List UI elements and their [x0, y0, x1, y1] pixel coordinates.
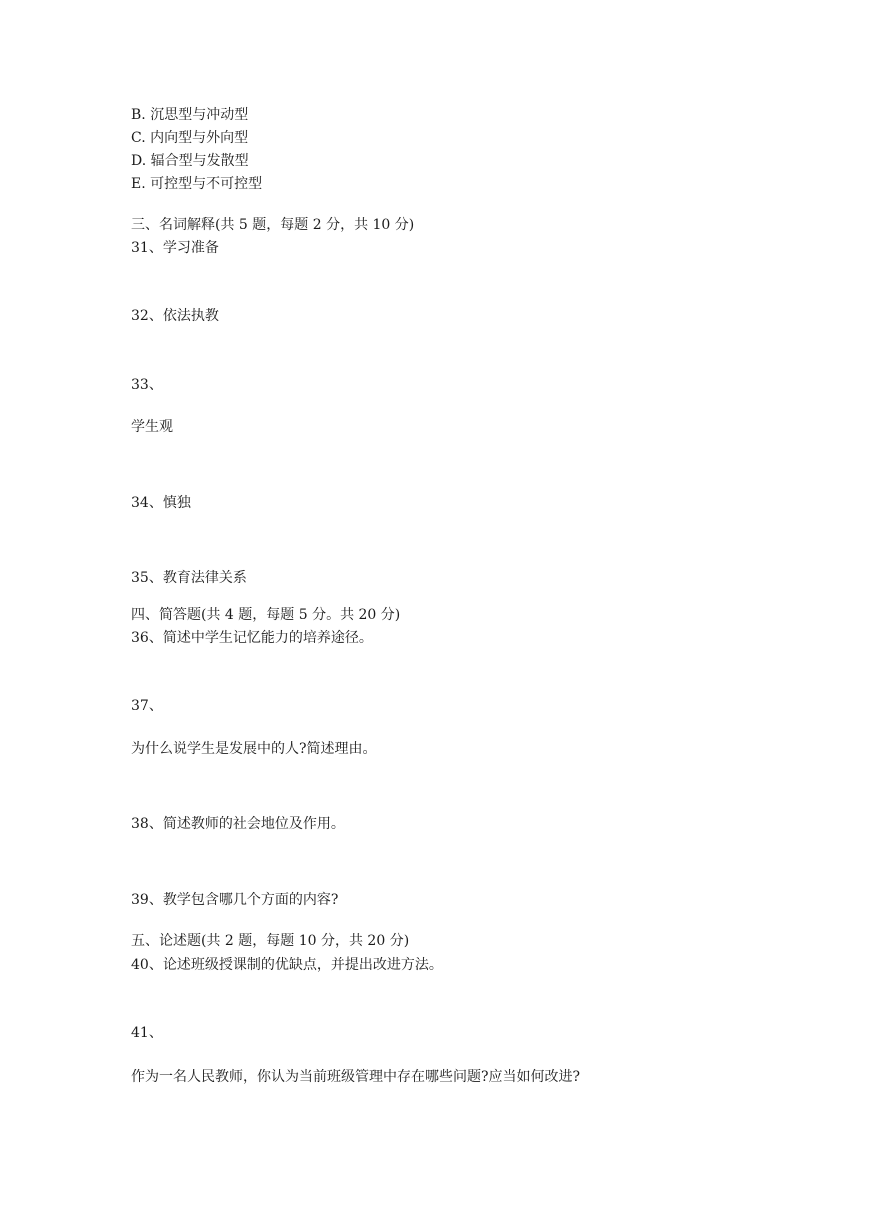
question-41-number: 41、	[131, 1025, 163, 1041]
question-37-text: 为什么说学生是发展中的人?简述理由。	[131, 741, 377, 757]
section-5-heading: 五、论述题(共 2 题，每题 10 分，共 20 分)	[131, 933, 410, 949]
question-31: 31、学习准备	[131, 240, 219, 256]
section-4-heading: 四、简答题(共 4 题，每题 5 分。共 20 分)	[131, 607, 401, 623]
question-39: 39、教学包含哪几个方面的内容?	[131, 892, 339, 908]
option-c: C. 内向型与外向型	[131, 130, 249, 146]
question-38: 38、简述教师的社会地位及作用。	[131, 816, 345, 832]
question-36: 36、简述中学生记忆能力的培养途径。	[131, 630, 373, 646]
question-41-text: 作为一名人民教师，你认为当前班级管理中存在哪些问题?应当如何改进?	[131, 1069, 581, 1085]
question-34: 34、慎独	[131, 495, 191, 511]
question-35: 35、教育法律关系	[131, 570, 247, 586]
section-3-heading: 三、名词解释(共 5 题，每题 2 分，共 10 分)	[131, 217, 415, 233]
question-33-text: 学生观	[131, 419, 173, 435]
question-33-number: 33、	[131, 377, 163, 393]
option-e: E. 可控型与不可控型	[131, 176, 263, 192]
option-d: D. 辐合型与发散型	[131, 153, 249, 169]
option-b: B. 沉思型与冲动型	[131, 107, 249, 123]
question-40: 40、论述班级授课制的优缺点，并提出改进方法。	[131, 957, 443, 973]
question-37-number: 37、	[131, 698, 163, 714]
question-32: 32、依法执教	[131, 308, 219, 324]
